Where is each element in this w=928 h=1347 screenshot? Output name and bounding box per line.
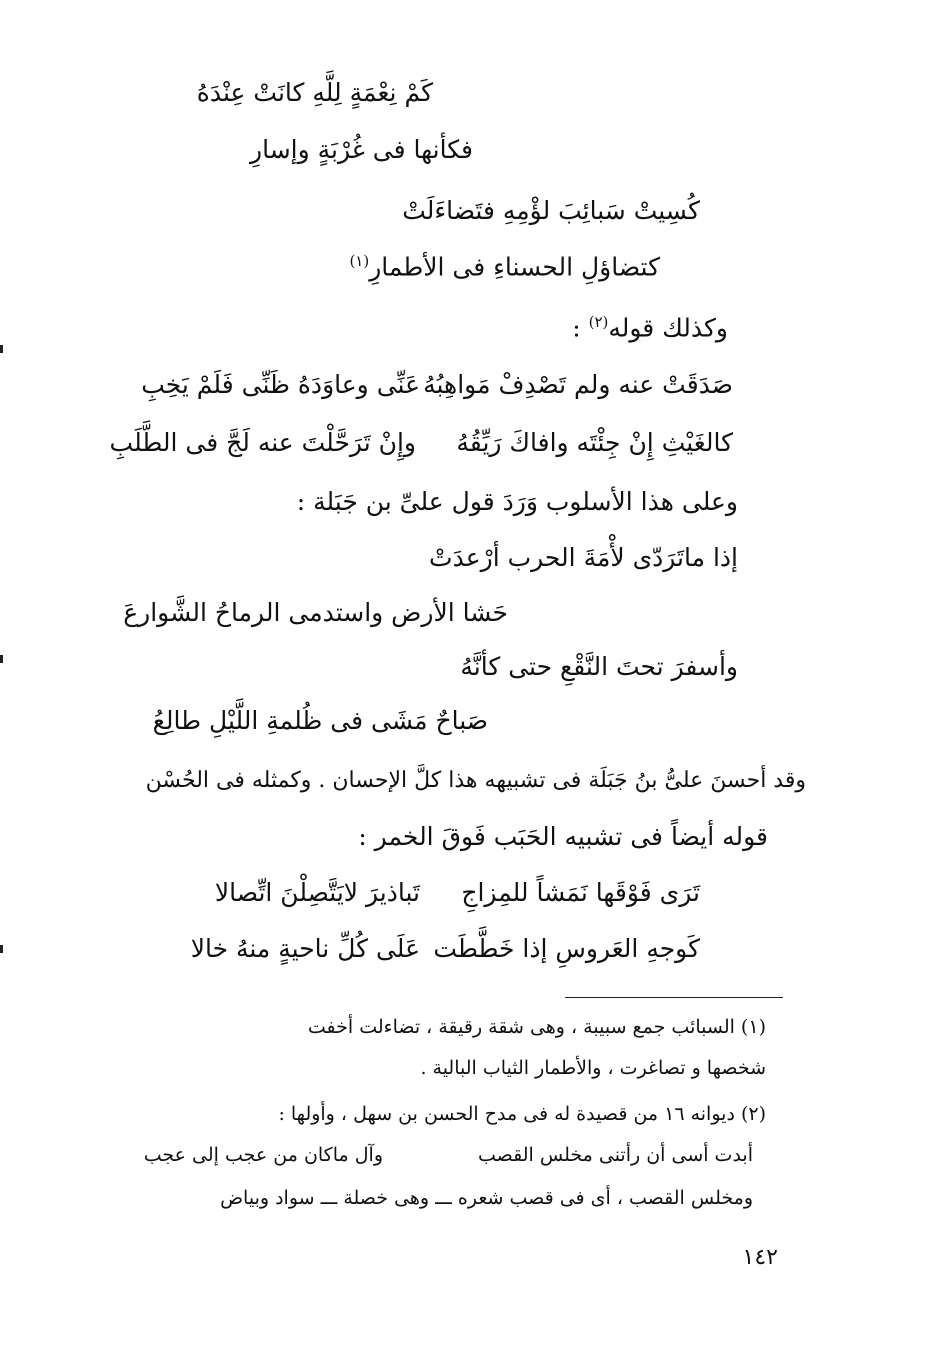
poem3-line1: إذا ماتَرَدّى لأْمَةَ الحرب أرْعدَتْ (429, 543, 738, 572)
footnote2-line1: (٢) ديوانه ١٦ من قصيدة له فى مدح الحسن بن سهل ، وأولها : (278, 1103, 766, 1125)
footnote2-verse-left: وآل ماكان من عجب إلى عجب (143, 1144, 383, 1166)
poem4-b1-left: تَباذيرَ لايَتَّصِلْنَ اتِّصالا (214, 878, 420, 907)
poem2-b2-left: وإِنْ تَرَحَّلْتَ عنه لَجَّ فى الطَّلَبِ (109, 428, 416, 457)
paragraph-line1: وقد أحسنَ علىُّ بنُ جَبَلَة فى تشبيهه هذا كلَّ الإحسان . وكمثله فى الحُسْن (145, 768, 806, 793)
intro-line-2 (572, 313, 728, 343)
scan-margin-mark (0, 655, 3, 663)
poem3-line3: وأسفرَ تحتَ النَّقْعِ حتى كأنَّهُ (460, 652, 738, 681)
poem3-line2: حَشا الأرض واستدمى الرماحُ الشَّوارعَ (123, 598, 508, 627)
poem4-b2-left: عَلَى كُلِّ ناحيةٍ منهُ خالا (190, 934, 420, 963)
poem4-b2-right: كَوجهِ العَروسِ إذا خَطَّطَت (433, 934, 700, 963)
footnote1-line2: شخصها و تصاغرت ، والأطمار الثياب البالية . (420, 1057, 766, 1079)
footnote1-line1: (١) السبائب جمع سبيبة ، وهى شقة رقيقة ، تضاءلت أخفت (307, 1016, 766, 1038)
scan-margin-mark (0, 345, 3, 353)
poem3-line4: صَباحٌ مَشَى فى ظُلمةِ اللَّيْلِ طالِعُ (152, 706, 488, 735)
paragraph-line2: قوله أيضاً فى تشبيه الحَبَب فَوقَ الخمر : (358, 822, 768, 851)
scan-margin-mark (0, 945, 3, 953)
poem2-b2-right: كالغَيْثِ إِنْ جِئْتَه وافاكَ رَيِّقُهُ (456, 428, 733, 457)
footnote-ref-2: (٢) (588, 313, 609, 331)
intro-line-3: وعلى هذا الأسلوب وَرَدَ قول علىِّ بن جَبَلة : (296, 487, 738, 516)
poem4-b1-right: تَرَى فَوْقَها نَمَشاً للمِزاجِ (461, 878, 700, 907)
footnote2-verse-right: أبدت أسى أن رأتنى مخلس القصب (478, 1144, 753, 1166)
footnote-ref-1: (١) (349, 252, 370, 270)
poem2-b1-left: عَنِّى وعاوَدَهُ ظَنِّى فَلَمْ يَخِبِ (141, 370, 420, 399)
poem1-line4 (349, 252, 660, 282)
poem1-line2: فكأنها فى غُرْبَةٍ وإسارِ (250, 135, 473, 164)
intro2-text: وكذلك قوله (608, 313, 728, 343)
footnote2-line3: ومخلس القصب ، أى فى قصب شعره ـــ وهى خصلة ـــ سواد وبياض (220, 1187, 753, 1209)
poem2-b1-right: صَدَقَتْ عنه ولم تَصْدِفْ مَواهِبُهُ (423, 370, 733, 399)
poem1-line1: كَمْ نِعْمَةٍ لِلَّهِ كانَتْ عِنْدَهُ (196, 78, 433, 107)
poem1-line4-text: كتضاؤلِ الحسناءِ فى الأطمارِ (369, 252, 660, 282)
intro2-colon: : (572, 313, 589, 343)
page-number: ١٤٢ (742, 1245, 778, 1270)
footnote-separator (565, 997, 783, 998)
poem1-line3: كُسِيتْ سَبائِبَ لؤْمِهِ فتَضاءَلَتْ (402, 196, 700, 225)
